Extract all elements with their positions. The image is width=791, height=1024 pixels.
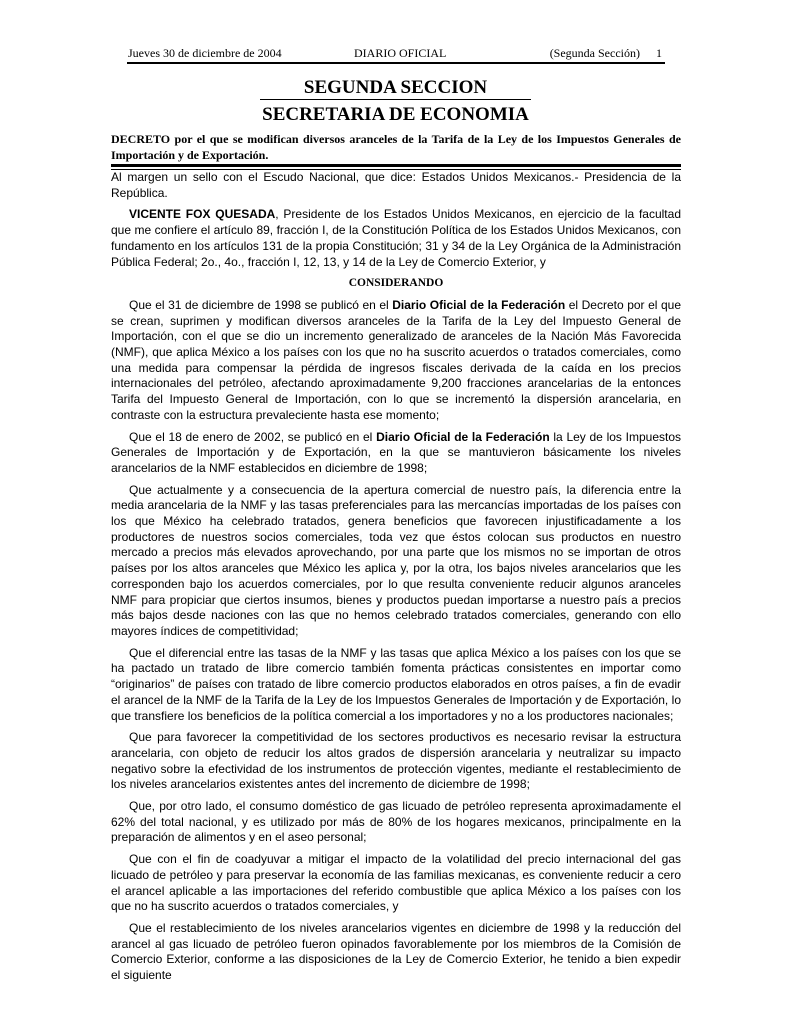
decree-title: DECRETO por el que se modifican diversos aranceles de la Tarifa de la Ley de los Impuestos Generales de Importación y de Exportación. (111, 132, 681, 162)
president-name: VICENTE FOX QUESADA (129, 207, 276, 222)
paragraph-1-post: el Decreto por el que se crean, suprimen y modifican diversos aranceles de la Tarifa de la Ley del Impuesto General de Importación, con el que se dio un incremento generalizado de aranceles de la Nación Más Favorecida (NMF), que aplica México a los países con los que no ha suscrito acuerdos o tratados comerciales, como una medida para compensar la pérdida de ingresos fiscales derivada de la caída en los precios internacionales del petróleo, afectando aproximadamente 9,200 fracciones arancelarias de la entonces Tarifa del Impuesto General de Importación, con lo que se incrementó la dispersión arancelaria, en contraste con la estructura prevaleciente hasta ese momento; (111, 297, 682, 422)
paragraph-6: Que, por otro lado, el consumo doméstico de gas licuado de petróleo representa aproximadamente el 62% del total nacional, y es utilizado por más de 80% de los hogares mexicanos, principalmente en la preparación de alimentos y en el aseo personal; (111, 799, 681, 845)
paragraph-8: Que el restablecimiento de los niveles arancelarios vigentes en diciembre de 1998 y la reducción del arancel al gas licuado de petróleo fueron opinados favorablemente por los miembros de la Comisión de Comercio Exterior, conforme a las disposiciones de la Ley de Comercio Exterior, he tenido a bien expedir el siguiente (111, 920, 681, 983)
paragraph-7: Que con el fin de coadyuvar a mitigar el impacto de la volatilidad del precio internacional del gas licuado de petróleo y para preservar la economía de las familias mexicanas, es conveniente reducir a cero el arancel aplicable a las importaciones del referido combustible que aplica México a los países con los que no ha suscrito acuerdos o tratados comerciales, y (111, 852, 681, 914)
paragraph-5: Que para favorecer la competitividad de los sectores productivos es necesario revisar la estructura arancelaria, con objeto de reducir los altos grados de dispersión arancelaria y neutralizar su impacto negativo sobre la efectividad de los instrumentos de protección vigentes, mediante el restablecimiento de los niveles arancelarios existentes antes del incremento de diciembre de 1998; (111, 730, 681, 792)
paragraph-3: Que actualmente y a consecuencia de la apertura comercial de nuestro país, la diferencia entre la media arancelaria de la NMF y las tasas preferenciales para las mercancías importadas de los países con los que México ha celebrado tratados, genera beneficios que favorecen injustificadamente a los productores de nuestros socios comerciales, toda vez que éstos colocan sus productos en nuestro mercado a precios más elevados aprovechando, por una parte que los mismos no se importan de otros países por los altos aranceles que México les aplica y, por la otra, los bajos niveles arancelarios que les corresponden bajo los acuerdos comerciales, por lo que resulta conveniente reducir algunos aranceles NMF para propiciar que ciertos insumos, bienes y productos puedan importarse a nuestro país a precios más bajos desde naciones con las que no hemos celebrado tratados comerciales, generando con ello mayores índices de competitividad; (111, 482, 681, 638)
paragraph-2-post: la Ley de los Impuestos Generales de Importación y de Exportación, en la que se mantuvieron básicamente los niveles arancelarios de la NMF establecidos en diciembre de 1998; (111, 429, 681, 475)
section-title: SEGUNDA SECCION (303, 77, 488, 98)
paragraph-4: Que el diferencial entre las tasas de la NMF y las tasas que aplica México a los países con los que se ha pactado un tratado de libre comercio también fomenta prácticas consistentes en importar como “originarios” de países con tratado de libre comercio productos elaborados en otros países, a fin de evadir el arancel de la NMF de la Tarifa de la Ley de los Impuestos Generales de Importación y de Exportación, lo que transfiere los beneficios de la política comercial a los importadores y no a los productores nacionales; (111, 645, 681, 723)
header-page-number: 1 (656, 46, 662, 60)
intro-paragraph (111, 207, 681, 270)
header-date: Jueves 30 de diciembre de 2004 (128, 46, 282, 60)
paragraph-1-bold: Diario Oficial de la Federación (392, 297, 566, 312)
considerando-heading: CONSIDERANDO (348, 277, 444, 290)
paragraph-2 (111, 430, 681, 477)
header-section: (Segunda Sección) (549, 46, 640, 60)
intro-text: , Presidente de los Estados Unidos Mexicanos, en ejercicio de la facultad que me confiere el artículo 89, fracción I, de la Constitución Política de los Estados Unidos Mexicanos, con fundamento en los artículos 131 de la propia Constitución; 31 y 34 de la Ley Orgánica de la Administración Pública Federal; 2o., 4o., fracción I, 12, 13, y 14 de la Ley de Comercio Exterior, y (111, 207, 681, 269)
title-divider (260, 99, 531, 100)
paragraph-2-pre: Que el 18 de enero de 2002, se publicó en el (129, 429, 377, 444)
document-body (111, 170, 681, 990)
ministry-title: SECRETARIA DE ECONOMIA (262, 104, 529, 125)
paragraph-2-bold: Diario Oficial de la Federación (376, 429, 550, 444)
decree-thick-rule (111, 164, 681, 167)
paragraph-1-pre: Que el 31 de diciembre de 1998 se publicó en el (129, 297, 393, 312)
header-publication: DIARIO OFICIAL (354, 46, 447, 60)
seal-note: Al margen un sello con el Escudo Nacional, que dice: Estados Unidos Mexicanos.- Presidencia de la República. (111, 170, 681, 200)
page-header (127, 44, 665, 64)
paragraph-1 (111, 298, 681, 424)
